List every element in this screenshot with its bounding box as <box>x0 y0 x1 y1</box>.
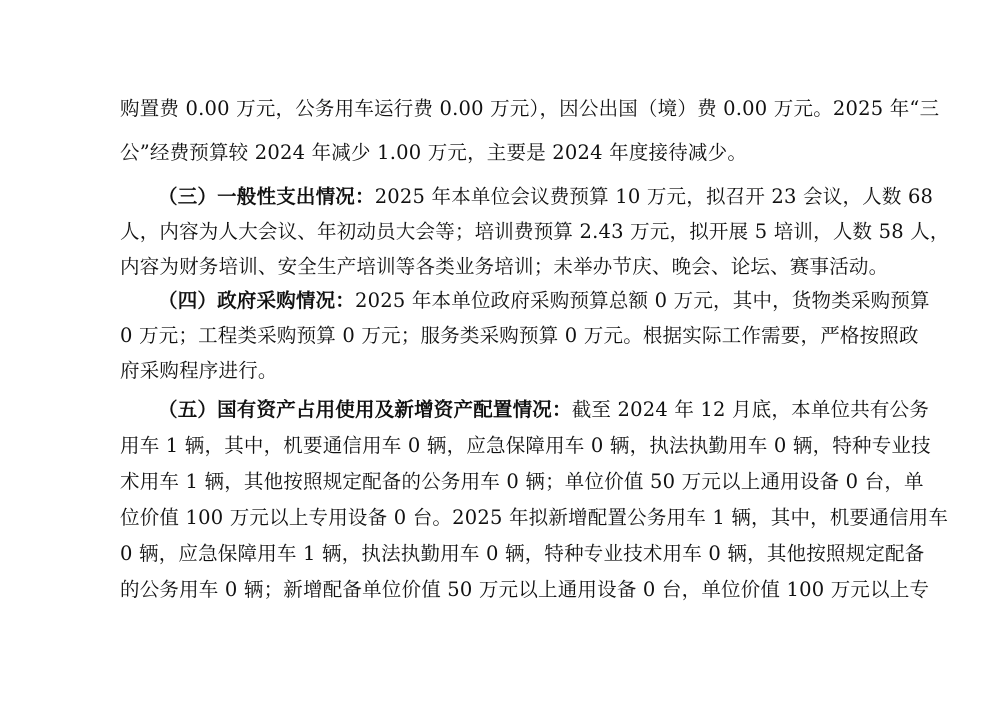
section-three-line <box>158 180 934 214</box>
paragraph-line: 用车 1 辆，其中，机要通信用车 0 辆，应急保障用车 0 辆，执法执勤用车 0 辆，特种专业技 <box>120 434 931 457</box>
paragraph-text: 2025 年本单位会议费预算 10 万元，拟召开 23 会议，人数 68 <box>374 185 934 208</box>
paragraph-line: 术用车 1 辆，其他按照规定配备的公务用车 0 辆；单位价值 50 万元以上通用设备 0 台，单 <box>120 470 924 493</box>
paragraph-text: 截至 2024 年 12 月底，本单位共有公务 <box>571 398 930 421</box>
paragraph-line: 购置费 0.00 万元，公务用车运行费 0.00 万元），因公出国（境）费 0.00 万元。2025 年“三 <box>120 97 940 120</box>
section-five-line <box>158 393 930 427</box>
paragraph-line: 人，内容为人大会议、年初动员大会等；培训费预算 2.43 万元，拟开展 5 培训，人数 58 人， <box>120 220 950 243</box>
paragraph-line: 位价值 100 万元以上专用设备 0 台。2025 年拟新增配置公务用车 1 辆，其中，机要通信用车 <box>120 506 949 529</box>
paragraph-line: 0 辆，应急保障用车 1 辆，执法执勤用车 0 辆，特种专业技术用车 0 辆，其他按照规定配备 <box>120 542 925 565</box>
paragraph-line: 公”经费预算较 2024 年减少 1.00 万元，主要是 2024 年度接待减少。 <box>120 141 748 164</box>
section-heading-procurement: （四）政府采购情况： <box>158 289 356 312</box>
section-four-line <box>158 284 930 318</box>
section-heading-assets: （五）国有资产占用使用及新增资产配置情况： <box>158 398 572 421</box>
paragraph-line: 的公务用车 0 辆；新增配备单位价值 50 万元以上通用设备 0 台，单位价值 100 万元以上专 <box>120 578 930 601</box>
paragraph-line: 0 万元；工程类采购预算 0 万元；服务类采购预算 0 万元。根据实际工作需要，严格按照政 <box>120 324 919 347</box>
paragraph-text: 2025 年本单位政府采购预算总额 0 万元，其中，货物类采购预算 <box>355 289 930 312</box>
paragraph-line: 内容为财务培训、安全生产培训等各类业务培训；未举办节庆、晚会、论坛、赛事活动。 <box>120 255 889 278</box>
paragraph-line: 府采购程序进行。 <box>120 359 278 382</box>
section-heading-general-expenditure: （三）一般性支出情况： <box>158 185 375 208</box>
